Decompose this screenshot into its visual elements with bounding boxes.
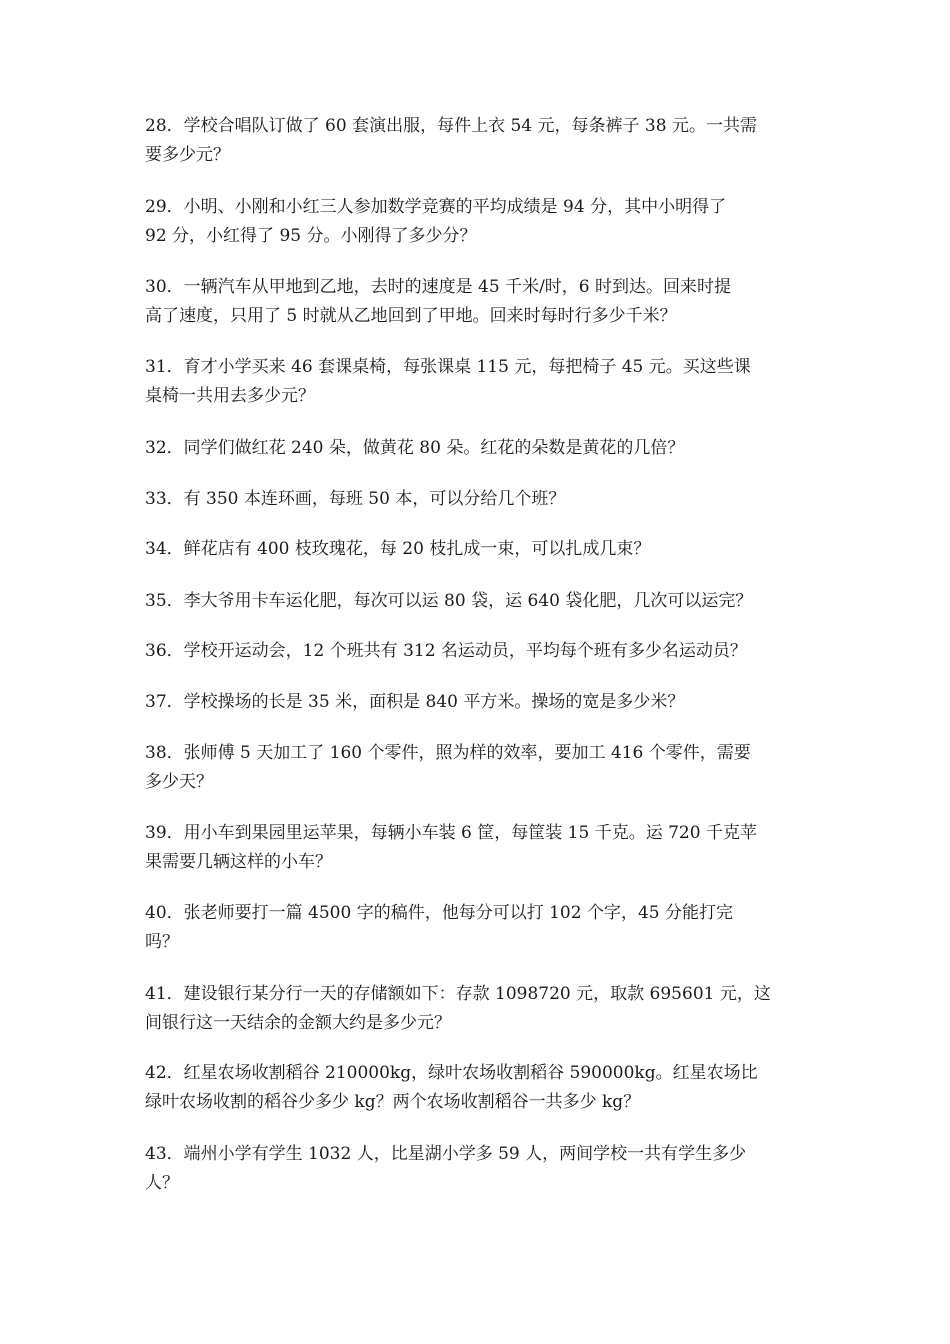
problem-line: 34．鲜花店有 400 枝玫瑰花，每 20 枝扎成一束，可以扎成几束？: [145, 539, 651, 559]
problem-line: 39．用小车到果园里运苹果，每辆小车装 6 筐，每筐装 15 千克。运 720 千克苹: [145, 823, 757, 843]
problem-39: [145, 819, 810, 877]
problem-line: 92 分，小红得了 95 分。小刚得了多少分？: [145, 226, 477, 246]
problem-line: 29．小明、小刚和小红三人参加数学竞赛的平均成绩是 94 分，其中小明得了: [145, 197, 727, 217]
problem-42: [145, 1059, 810, 1117]
problem-line: 41．建设银行某分行一天的存储额如下：存款 1098720 元，取款 695601 元，这: [145, 984, 771, 1004]
problem-line: 桌椅一共用去多少元？: [145, 386, 315, 406]
problem-38: [145, 739, 810, 797]
problem-line: 37．学校操场的长是 35 米，面积是 840 平方米。操场的宽是多少米？: [145, 692, 685, 712]
problem-line: 多少天？: [145, 772, 213, 792]
problem-line: 高了速度，只用了 5 时就从乙地回到了甲地。回来时每时行多少千米？: [145, 306, 677, 326]
problem-line: 31．育才小学买来 46 套课桌椅，每张课桌 115 元，每把椅子 45 元。买这些课: [145, 357, 751, 377]
problem-36: [145, 637, 810, 666]
problem-37: [145, 688, 810, 717]
problem-line: 绿叶农场收割的稻谷少多少 kg？两个农场收割稻谷一共多少 kg？: [145, 1092, 641, 1112]
problem-32: [145, 434, 810, 463]
problem-43: [145, 1140, 810, 1198]
problem-31: [145, 353, 810, 411]
problem-line: 间银行这一天结余的金额大约是多少元？: [145, 1013, 451, 1033]
problem-line: 35．李大爷用卡车运化肥，每次可以运 80 袋，运 640 袋化肥，几次可以运完？: [145, 591, 753, 611]
problem-line: 30．一辆汽车从甲地到乙地，去时的速度是 45 千米/时，6 时到达。回来时提: [145, 277, 732, 297]
problem-29: [145, 193, 810, 251]
problem-41: [145, 980, 810, 1038]
problem-line: 要多少元？: [145, 145, 230, 165]
problem-33: [145, 485, 810, 514]
problem-28: [145, 112, 810, 170]
problem-line: 36．学校开运动会，12 个班共有 312 名运动员，平均每个班有多少名运动员？: [145, 641, 747, 661]
problem-line: 38．张师傅 5 天加工了 160 个零件，照为样的效率，要加工 416 个零件，需要: [145, 743, 751, 763]
problem-35: [145, 587, 810, 616]
problem-line: 40．张老师要打一篇 4500 字的稿件，他每分可以打 102 个字，45 分能打完: [145, 903, 733, 923]
problem-line: 32．同学们做红花 240 朵，做黄花 80 朵。红花的朵数是黄花的几倍？: [145, 438, 685, 458]
problem-line: 42．红星农场收割稻谷 210000kg，绿叶农场收割稻谷 590000kg。红星农场比: [145, 1063, 758, 1083]
problem-line: 果需要几辆这样的小车？: [145, 852, 332, 872]
problem-line: 33．有 350 本连环画，每班 50 本，可以分给几个班？: [145, 489, 566, 509]
problem-30: [145, 273, 810, 331]
problem-line: 43．端州小学有学生 1032 人，比星湖小学多 59 人，两间学校一共有学生多少: [145, 1144, 747, 1164]
problem-line: 28．学校合唱队订做了 60 套演出服，每件上衣 54 元，每条裤子 38 元。一共需: [145, 116, 757, 136]
problem-34: [145, 535, 810, 564]
problem-line: 吗？: [145, 932, 179, 952]
problem-40: [145, 899, 810, 957]
problem-line: 人？: [145, 1173, 179, 1193]
